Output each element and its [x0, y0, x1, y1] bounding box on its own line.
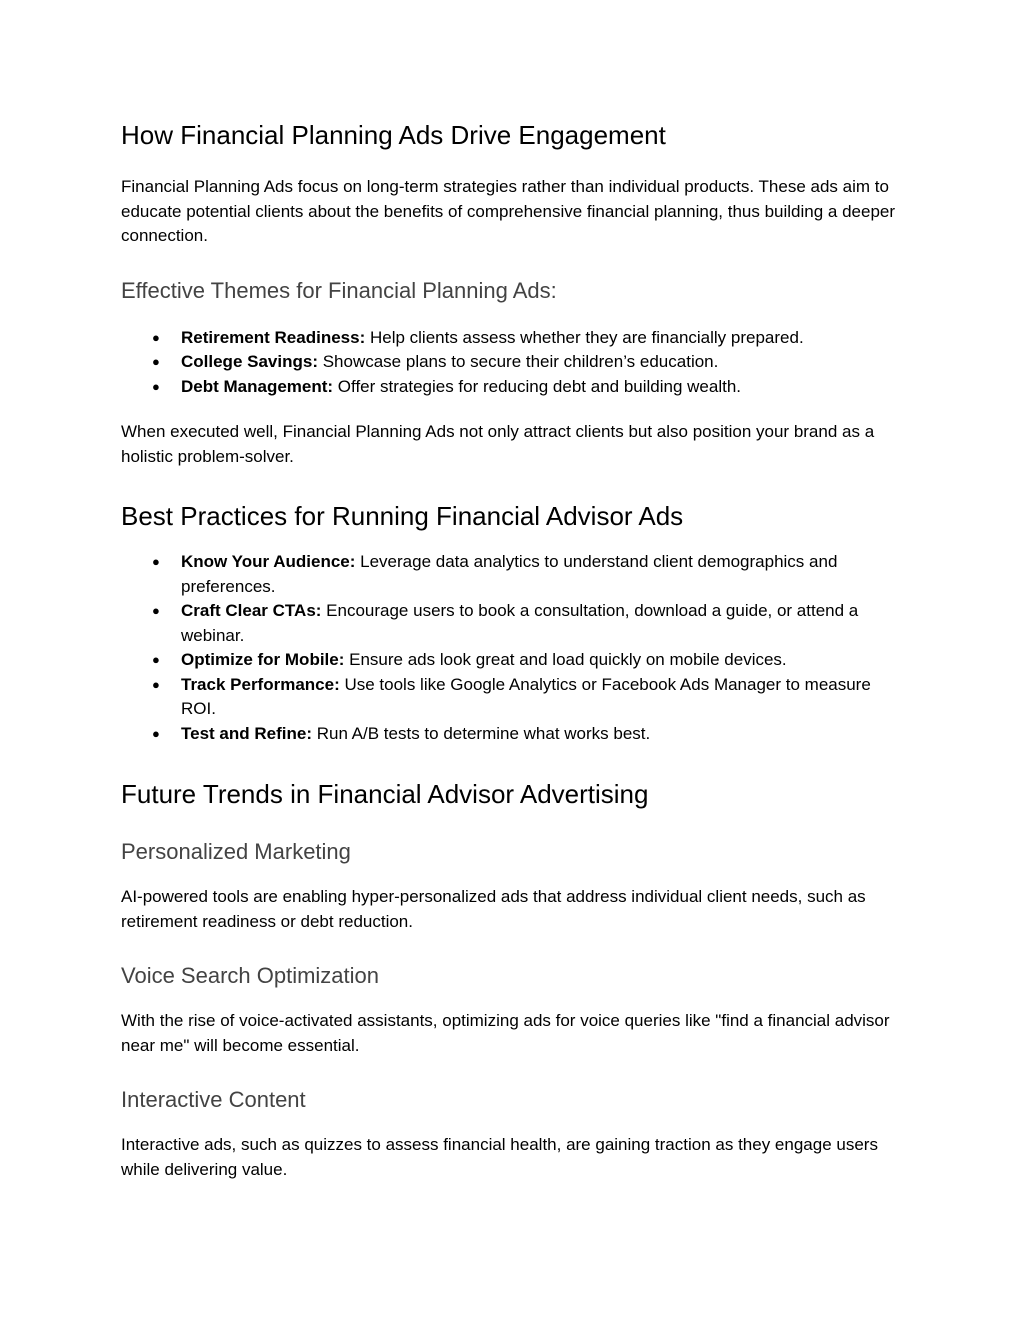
list-item — [121, 673, 906, 722]
list-item-label: Know Your Audience: — [181, 552, 356, 571]
list-item-text: Encourage users to book a consultation, download a guide, or attend a webinar. — [181, 601, 859, 645]
bullet-icon: ● — [152, 378, 160, 394]
document-page — [121, 118, 906, 1182]
list-item — [121, 599, 906, 648]
list-item-label: Test and Refine: — [181, 723, 312, 743]
bullet-icon: ● — [152, 554, 160, 569]
engagement-closing-paragraph: When executed well, Financial Planning Ads not only attract clients but also position your brand as a holistic problem-solver. — [121, 422, 875, 466]
list-item-label: Track Performance: — [181, 674, 340, 694]
engagement-intro-paragraph: Financial Planning Ads focus on long-term strategies rather than individual products. These ads aim to educate potential clients about the benefits of comprehensive financial planning, thus building a deeper connection. — [121, 177, 896, 245]
list-item — [121, 722, 906, 747]
section-heading-best-practices: Best Practices for Running Financial Advisor Ads — [121, 501, 684, 531]
list-item — [121, 350, 906, 375]
list-item — [121, 326, 906, 351]
trend-body: Interactive ads, such as quizzes to assess financial health, are gaining traction as they engage users while delivering value. — [121, 1135, 878, 1179]
trend-body: AI-powered tools are enabling hyper-personalized ads that address individual client needs, such as retirement readiness or debt reduction. — [121, 887, 866, 931]
list-item — [121, 375, 906, 400]
list-item-text: Ensure ads look great and load quickly on mobile devices. — [344, 650, 787, 669]
trend-title: Personalized Marketing — [121, 839, 351, 864]
list-item-label: Craft Clear CTAs: — [181, 601, 322, 620]
section-heading-future-trends: Future Trends in Financial Advisor Advertising — [121, 779, 649, 809]
trend-title: Voice Search Optimization — [121, 963, 380, 988]
bullet-icon: ● — [152, 329, 160, 345]
bullet-icon: ● — [152, 354, 160, 369]
best-practices-list — [121, 550, 906, 746]
list-item-label: Retirement Readiness: — [181, 327, 366, 347]
bullet-icon: ● — [152, 652, 160, 667]
list-item-label: Debt Management: — [181, 376, 334, 396]
list-item-text: Use tools like Google Analytics or Facebook Ads Manager to measure ROI. — [181, 674, 871, 718]
themes-list — [121, 326, 906, 400]
bullet-icon: ● — [152, 676, 160, 692]
list-item-text: Offer strategies for reducing debt and building wealth. — [333, 376, 742, 396]
list-item-label: Optimize for Mobile: — [181, 650, 345, 669]
list-item-text: Leverage data analytics to understand client demographics and preferences. — [181, 552, 838, 596]
list-item-text: Run A/B tests to determine what works best. — [311, 723, 651, 743]
list-item — [121, 550, 906, 599]
list-item-text: Showcase plans to secure their children’s education. — [317, 352, 719, 371]
list-item-label: College Savings: — [181, 352, 318, 371]
trend-body: With the rise of voice-activated assistants, optimizing ads for voice queries like "find a financial advisor near me" will become essential. — [121, 1011, 890, 1055]
section-heading-engagement: How Financial Planning Ads Drive Engagement — [121, 120, 666, 150]
list-item-text: Help clients assess whether they are financially prepared. — [365, 327, 804, 347]
bullet-icon: ● — [152, 603, 160, 618]
themes-subheading: Effective Themes for Financial Planning Ads: — [121, 277, 557, 303]
trend-title: Interactive Content — [121, 1087, 306, 1112]
bullet-icon: ● — [152, 725, 160, 741]
list-item — [121, 648, 906, 673]
